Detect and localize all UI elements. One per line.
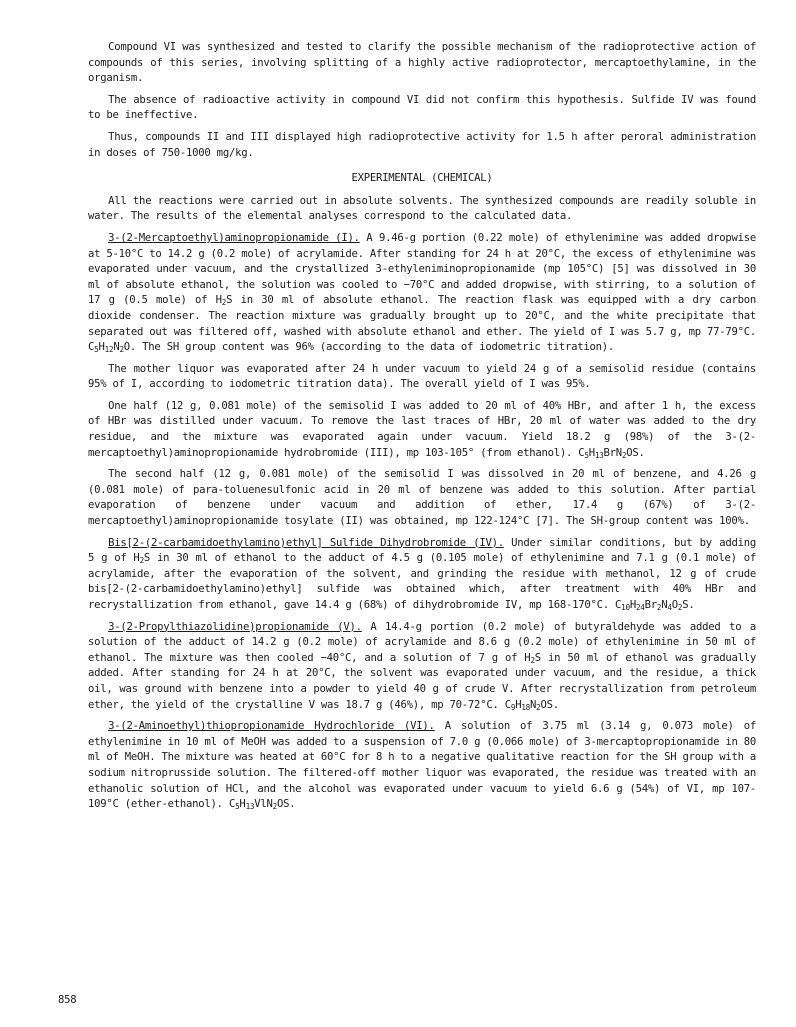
section-heading: EXPERIMENTAL (CHEMICAL) [351, 172, 493, 185]
paragraph-mechanism: Compound VI was synthesized and tested to clarify the possible mechanism of the radioprotective action of compounds of this series, involving splitting of a highly active radioprotector, mercaptoethylamine, in the organism. [88, 41, 756, 85]
paragraph-compound-vi: 3-(2-Aminoethyl)thiopropionamide Hydrochloride (VI). A solution of 3.75 ml (3.14 g, 0.073 mole) of ethylenimine in 10 ml of MeOH was added to a suspension of 7.0 g (0.066 mole) of 3-mercaptopropionamide in 80 ml of MeOH. The mixture was heated at 60°C for 8 h to a negative qualitative reaction for the SH group with a sodium nitroprusside solution. The filtered-off mother liquor was evaporated, the residue was treated with an ethanolic solution of HCl, and the alcohol was evaporated under vacuum to yield 6.6 g (54%) of VI, mp 107-109°C (ether-ethanol). $C_5H_{13}VlN_2OS$. [88, 720, 756, 812]
page-body [88, 40, 756, 819]
paragraph-compound-v: 3-(2-Propylthiazolidine)propionamide (V). A 14.4-g portion (0.2 mole) of butyraldehyde was added to a solution of the adduct of 14.2 g (0.2 mole) of acrylamide and 8.6 g (0.2 mole) of ethylenimine in 50 ml of ethanol. The mixture was then cooled −40°C, and a solution of 7 g of $H_2S$ in 50 ml of ethanol was gradually added. After standing for 24 h at 20°C, the solvent was evaporated under vacuum, and the residue, a thick oil, was ground with benzene into a powder to yield 40 g of crude V. After recrystallization from petroleum ether, the yield of the crystalline V was 18.7 g (46%), mp 70-72°C. $C_9H_{18}N_2OS$. [88, 620, 757, 712]
paragraph-activity: Thus, compounds II and III displayed high radioprotective activity for 1.5 h after peroral administration in doses of 750-1000 mg/kg. [88, 130, 756, 159]
paragraph-mother-liquor: The mother liquor was evaporated after 24 h under vacuum to yield 24 g of a semisolid residue (contains 95% of I, according to iodometric titration data). The overall yield of I was 95%. [88, 362, 756, 391]
paragraph-experimental-intro: All the reactions were carried out in absolute solvents. The synthesized compounds are readily soluble in water. The results of the elemental analyses correspond to the calculated data. [88, 194, 756, 223]
page-number: 858 [58, 994, 77, 1006]
compound-vi-title: 3-(2-Aminoethyl)thiopropionamide Hydrochloride (VI). [108, 720, 435, 733]
paragraph-hypothesis: The absence of radioactive activity in compound VI did not confirm this hypothesis. Sulfide IV was found to be ineffective. [88, 93, 756, 122]
compound-v-title: 3-(2-Propylthiazolidine)propionamide (V). [108, 620, 362, 633]
paragraph-compound-ii: The second half (12 g, 0.081 mole) of the semisolid I was dissolved in 20 ml of benzene, and 4.26 g (0.081 mole) of para-toluenesulfonic acid in 20 ml of benzene was added to this solution. After partial evaporation of benzene under vacuum and addition of ether, 17.4 g (67%) of 3-(2-mercaptoethyl)aminopropionamide tosylate (II) was obtained, mp 122-124°C [7]. The SH-group content was 100%. [88, 468, 756, 528]
compound-i-title: 3-(2-Mercaptoethyl)aminopropionamide (I). [108, 231, 360, 244]
compound-iv-title: Bis[2-(2-carbamidoethylamino)ethyl] Sulfide Dihydrobromide (IV). [108, 536, 504, 549]
paragraph-compound-i: 3-(2-Mercaptoethyl)aminopropionamide (I). A 9.46-g portion (0.22 mole) of ethylenimine was added dropwise at 5-10°C to 14.2 g (0.2 mole) of acrylamide. After standing for 24 h at 20°C, the excess of ethylenimine was evaporated under vacuum, and the crystallized 3-ethyleniminopropionamide (mp 105°C) [5] was dissolved in 30 ml of absolute ethanol, the solution was cooled to −70°C and added dropwise, with stirring, to a solution of 17 g (0.5 mole) of $H_2S$ in 30 ml of absolute ethanol. The reaction flask was equipped with a dry carbon dioxide condenser. The reaction mixture was gradually brought up to 20°C, and the white precipitate that separated out was filtered off, washed with absolute ethanol and ether. The yield of I was 5.7 g, mp 77-79°C. $C_5H_{12}N_2O$. The SH group content was 96% (according to the data of iodometric titration). [88, 231, 756, 354]
paragraph-compound-iii: One half (12 g, 0.081 mole) of the semisolid I was added to 20 ml of 40% HBr, and after 1 h, the excess of HBr was distilled under vacuum. To remove the last traces of HBr, 20 ml of water was added to the dry residue, and the mixture was evaporated again under vacuum. Yield 18.2 g (98%) of the 3-(2-mercaptoethyl)aminopropionamide hydrobromide (III), mp 103-105° (from ethanol). $C_5H_{13}BrN_2OS$. [88, 399, 756, 460]
paragraph-compound-iv: Bis[2-(2-carbamidoethylamino)ethyl] Sulfide Dihydrobromide (IV). Under similar conditions, but by adding 5 g of $H_2S$ in 30 ml of ethanol to the adduct of 4.5 g (0.105 mole) of ethylenimine and 7.1 g (0.1 mole) of acrylamide, after the evaporation of the solvent, and grinding the residue with methanol, 12 g of crude bis[2-(2-carbamidoethylamino)ethyl] sulfide was obtained which, after treatment with 40% HBr and recrystallization from ethanol, gave 14.4 g (68%) of dihydrobromide IV, mp 168-170°C. $C_{10}H_{24}Br_2N_4O_2S$. [88, 536, 756, 612]
